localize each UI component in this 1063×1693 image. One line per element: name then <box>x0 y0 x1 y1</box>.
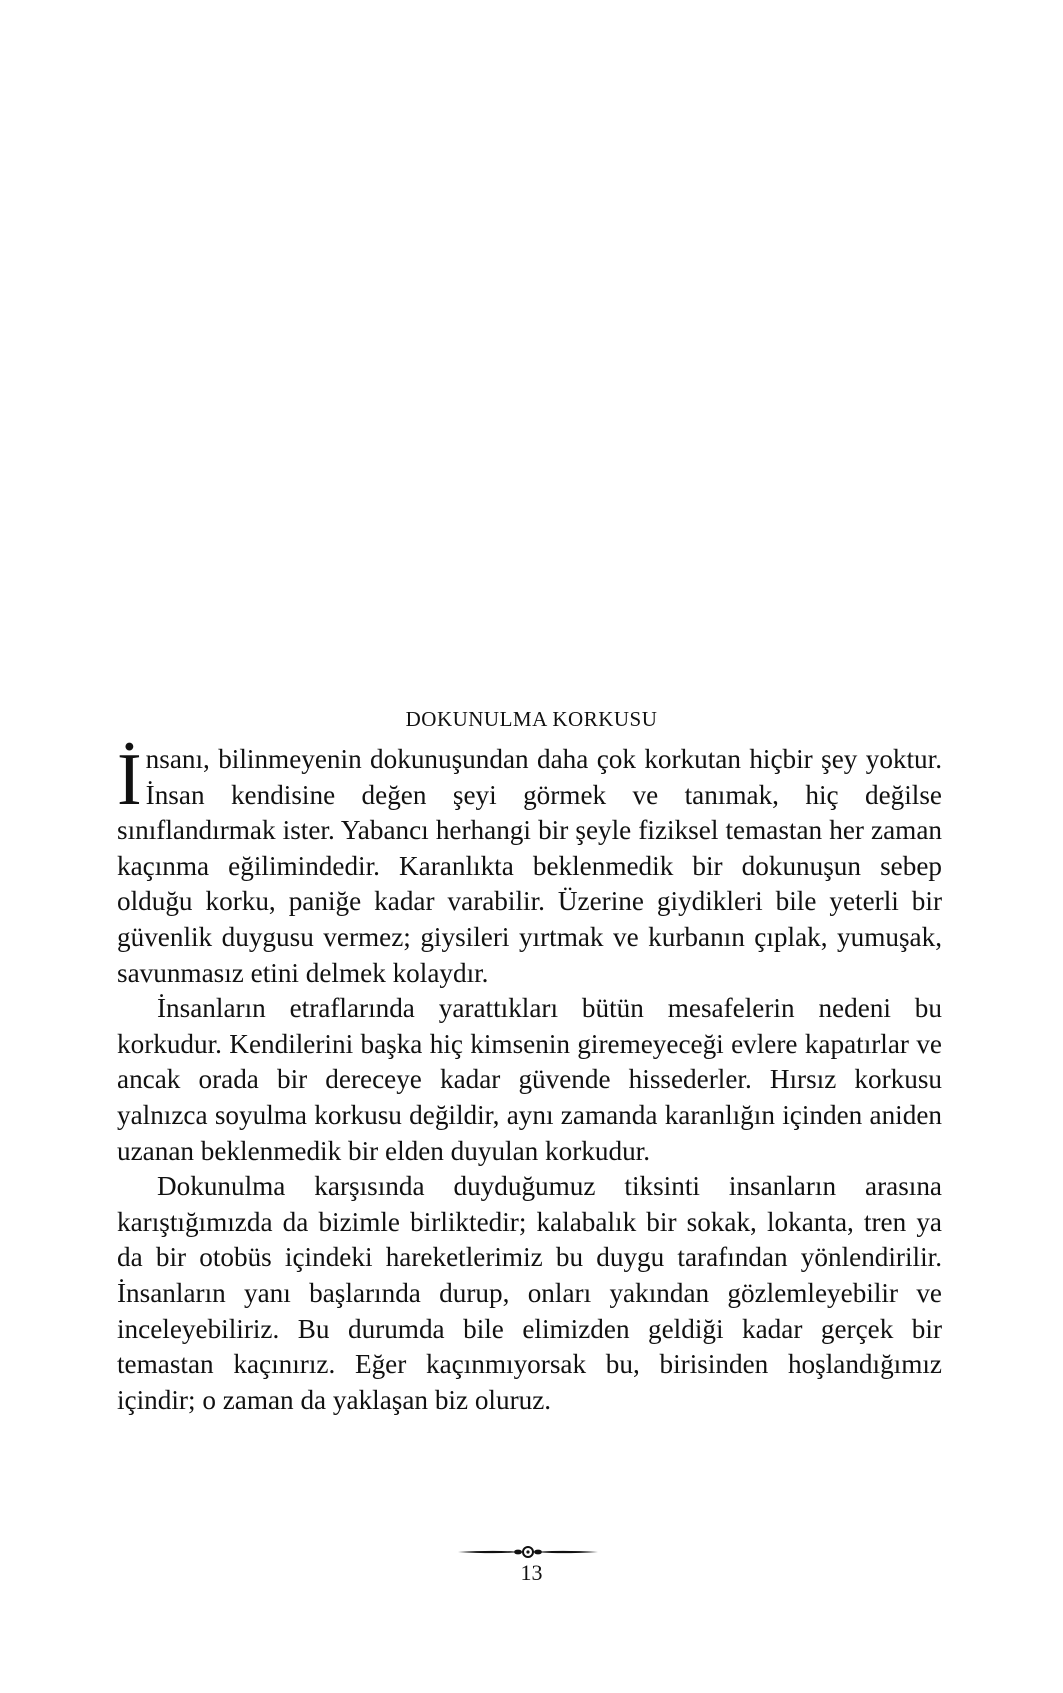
paragraph-2: İnsanların etraflarında yarattıkları bütün mesafelerin nedeni bu korkudur. Kendilerini başka hiç kimsenin giremeyeceği evlere kapatırlar ve ancak orada bir dereceye kadar güvende hissederler. Hırsız korkusu yalnızca soyulma korkusu değildir, aynı zamanda karanlığın içinden aniden uzanan beklenmedik bir elden duyulan korkudur. <box>117 993 942 1166</box>
paragraph-3: Dokunulma karşısında duyduğumuz tiksinti insanların arasına karıştığımızda da bizimle birliktedir; kalabalık bir sokak, lokanta, tren ya da bir otobüs içindeki hareketlerimiz bu duygu tarafından yönlendirilir. İnsanların yanı başlarında durup, onları yakından gözlemleyebilir ve inceleyebiliriz. Bu durumda bile elimizden geldiği kadar gerçek bir temastan kaçınırız. Eğer kaçınmıyorsak bu, birisinden hoşlandığımız içindir; o zaman da yaklaşan biz oluruz. <box>117 1171 942 1415</box>
chapter-title: DOKUNULMA KORKUSU <box>405 707 658 731</box>
decorative-divider-ornament <box>456 1544 600 1560</box>
chapter-body <box>117 739 942 1418</box>
paragraph-1-text: nsanı, bilinmeyenin dokunuşundan daha çok korkutan hiçbir şey yoktur. İnsan kendisine değen şeyi görmek ve tanımak, hiç değilse sınıflandırmak ister. Yabancı herhangi bir şeyle fiziksel temastan her zaman kaçınma eğilimindedir. Karanlıkta beklenmedik bir dokunuşun sebep olduğu korku, paniğe kadar varabilir. Üzerine giydikleri bile yeterli bir güvenlik duygusu vermez; giysileri yırtmak ve kurbanın çıplak, yumuşak, savunmasız etini delmek kolaydır. <box>117 744 942 988</box>
paragraph-1 <box>117 739 942 991</box>
page-number: 13 <box>520 1560 543 1585</box>
drop-cap: İ <box>117 739 142 821</box>
